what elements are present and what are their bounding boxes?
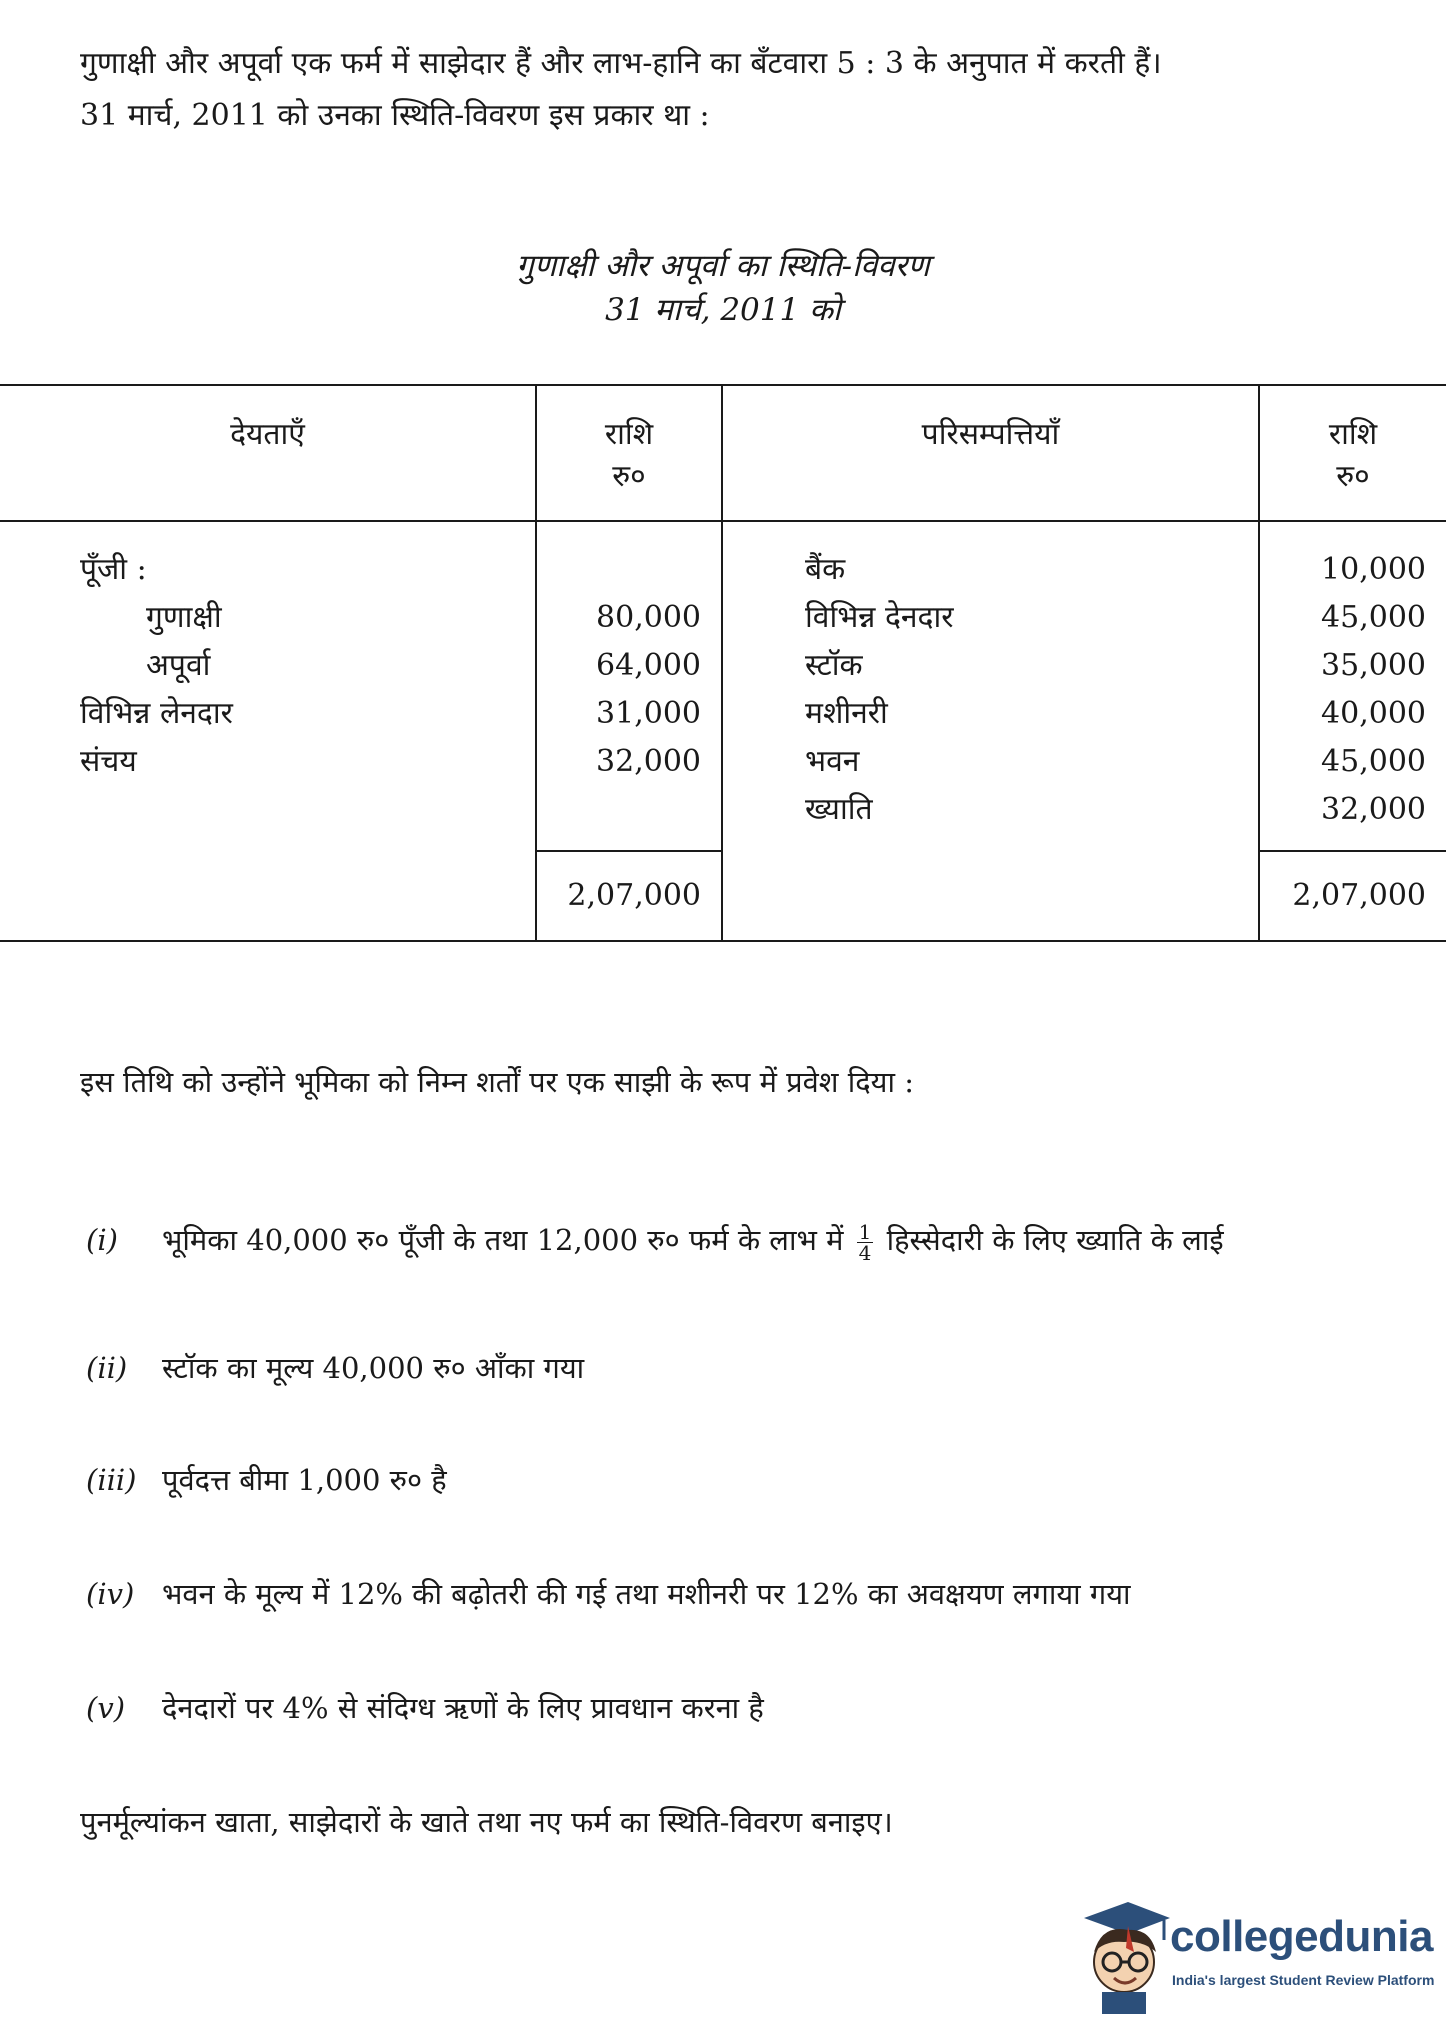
liab-total-rule: [535, 850, 723, 852]
condition-text: पूर्वदत्त बीमा 1,000 रु० है: [162, 1463, 447, 1497]
condition-item: [86, 1572, 1386, 1616]
table-bottom-rule: [0, 940, 1446, 942]
liability-amount: 64,000: [596, 648, 701, 683]
table-header-rule: [0, 520, 1446, 522]
asset-row: भवन: [805, 744, 860, 779]
condition-number: (iii): [86, 1463, 137, 1497]
condition-item: [86, 1458, 1386, 1502]
assets-list: [805, 546, 1255, 834]
mascot-icon: [1072, 1896, 1172, 2014]
total-assets: 2,07,000: [1292, 878, 1426, 913]
condition-item: [86, 1686, 1386, 1730]
balance-sheet-table: [0, 384, 1446, 944]
liabilities-list: [80, 546, 530, 786]
liability-row: गुणाक्षी: [146, 600, 222, 635]
condition-item: [86, 1346, 1386, 1390]
asset-amount: 35,000: [1321, 648, 1426, 683]
closing-instruction: पुनर्मूल्यांकन खाता, साझेदारों के खाते तथा नए फर्म का स्थिति-विवरण बनाइए।: [80, 1805, 893, 1839]
header-amount-assets: राशि रु०: [1328, 417, 1378, 494]
liability-row: संचय: [80, 744, 137, 779]
asset-row: मशीनरी: [805, 696, 888, 731]
fraction-one-quarter: $\frac{1}{4}$: [858, 1219, 872, 1265]
asset-row: बैंक: [805, 552, 846, 587]
condition-number: (i): [86, 1223, 118, 1257]
liabilities-amounts: [537, 546, 701, 786]
title-line-1: गुणाक्षी और अपूर्वा का स्थिति-विवरण: [516, 248, 930, 284]
condition-number: (v): [86, 1691, 126, 1725]
condition-text: देनदारों पर 4% से संदिग्ध ऋणों के लिए प्रावधान करना है: [162, 1691, 764, 1725]
asset-amount: 45,000: [1321, 600, 1426, 635]
col-divider-2: [721, 384, 723, 942]
collegedunia-logo: [1072, 1896, 1446, 2014]
assets-amounts: [1260, 546, 1426, 834]
condition-number: (iv): [86, 1577, 135, 1611]
total-liabilities: 2,07,000: [567, 878, 701, 913]
liability-row: विभिन्न लेनदार: [80, 696, 233, 731]
asset-amount: 32,000: [1321, 792, 1426, 827]
title-line-2: 31 मार्च, 2011 को: [605, 292, 841, 328]
intro-line-1: गुणाक्षी और अपूर्वा एक फर्म में साझेदार हैं और लाभ-हानि का बँटवारा 5 : 3 के अनुपात में करती हैं।: [80, 46, 1162, 81]
liability-amount: 32,000: [596, 744, 701, 779]
condition-text: भवन के मूल्य में 12% की बढ़ोतरी की गई तथा मशीनरी पर 12% का अवक्षयण लगाया गया: [162, 1577, 1131, 1611]
intro-line-2: 31 मार्च, 2011 को उनका स्थिति-विवरण इस प्रकार था :: [80, 98, 710, 133]
liability-row: अपूर्वा: [146, 648, 211, 683]
condition-text-after: हिस्सेदारी के लिए ख्याति के लाई: [886, 1223, 1224, 1257]
admission-intro: इस तिथि को उन्होंने भूमिका को निम्न शर्तों पर एक साझी के रूप में प्रवेश दिया :: [80, 1065, 914, 1099]
header-assets: परिसम्पत्तियाँ: [921, 417, 1060, 452]
condition-number: (ii): [86, 1351, 128, 1385]
condition-item: [86, 1218, 1386, 1263]
logo-tagline: India's largest Student Review Platform: [1172, 1972, 1435, 1988]
asset-row: ख्याति: [805, 792, 873, 827]
liability-amount: [537, 546, 701, 594]
asset-amount: 40,000: [1321, 696, 1426, 731]
balance-sheet-title: [0, 244, 1446, 332]
liability-amount: 80,000: [596, 600, 701, 635]
header-amount-liabilities: राशि रु०: [604, 417, 654, 494]
logo-wordmark: collegedunia: [1170, 1912, 1433, 1961]
asset-row: स्टॉक: [805, 648, 863, 683]
header-liabilities: देयताएँ: [230, 417, 305, 452]
liability-amount: 31,000: [596, 696, 701, 731]
table-top-rule: [0, 384, 1446, 386]
condition-text: भूमिका 40,000 रु० पूँजी के तथा 12,000 रु० फर्म के लाभ में: [162, 1223, 844, 1257]
asset-row: विभिन्न देनदार: [805, 600, 954, 635]
asset-total-rule: [1258, 850, 1446, 852]
asset-amount: 10,000: [1321, 552, 1426, 587]
liability-row: पूँजी :: [80, 552, 147, 587]
condition-text: स्टॉक का मूल्य 40,000 रु० आँका गया: [162, 1351, 585, 1385]
intro-paragraph: [80, 38, 1370, 142]
asset-amount: 45,000: [1321, 744, 1426, 779]
